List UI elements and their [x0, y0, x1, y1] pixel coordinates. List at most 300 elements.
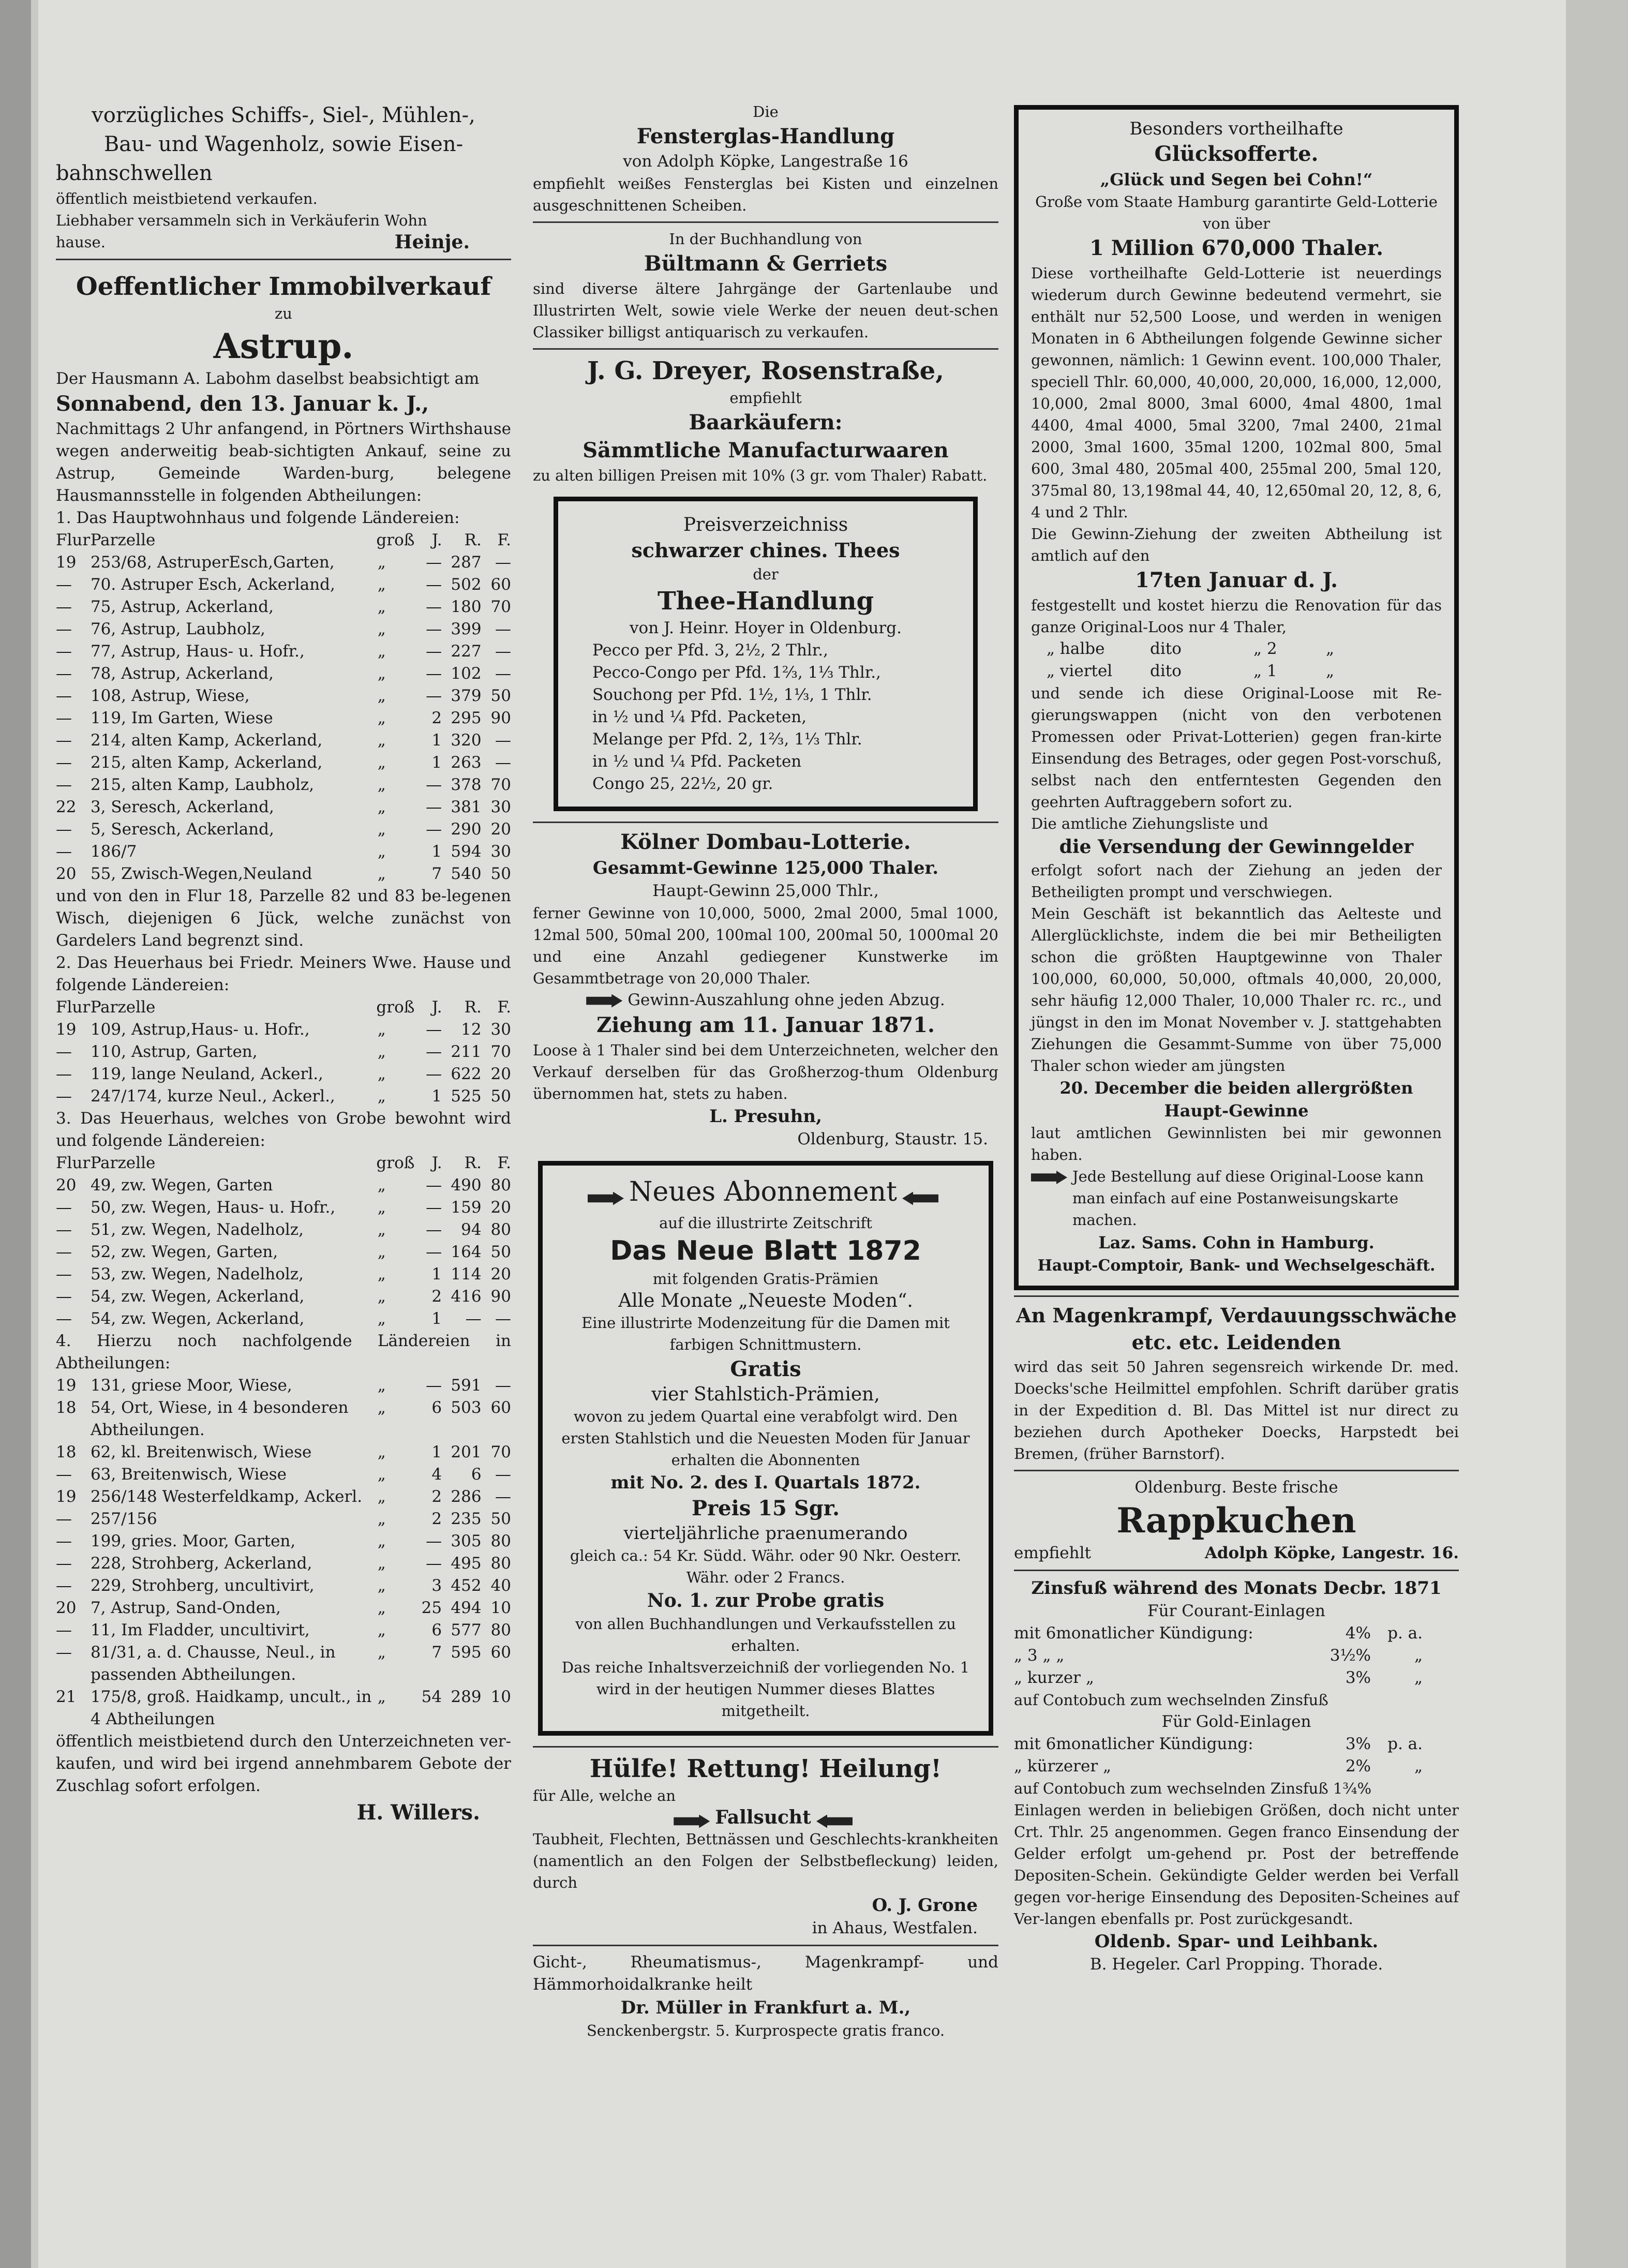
- table-cell: 3, Seresch, Ackerland,: [90, 798, 274, 816]
- table-cell: 81/31, a. d. Chausse, Neul., in passenden Abtheilungen.: [90, 1643, 336, 1684]
- table-cell: „: [377, 1309, 386, 1328]
- zf-body: Einlagen werden in beliebigen Größen, doch nicht unter Crt. Thlr. 25 angenommen. Gegen franco Einsendung der Gelder erfolgt um-gehend pr. Post der betreffende Depositen-Schein. Gekündigte Gelder werden bei Verfall gegen vor-herige Einsendung des Depositen-Scheines auf Ver-langen ebenfalls pr. Post zurückgesandt.: [1014, 1801, 1459, 1928]
- fg-die: Die: [753, 103, 779, 121]
- table-cell: —: [426, 598, 442, 616]
- table-row: [56, 1441, 511, 1464]
- table-row: [56, 1041, 511, 1063]
- section-1-label: 1. Das Hauptwohnhaus und folgende Ländereien:: [56, 509, 460, 527]
- hr-sign: O. J. Grone: [872, 1895, 978, 1916]
- table-cell: 378: [451, 775, 482, 794]
- ab-l8: wovon zu jedem Quartal eine verabfolgt wird. Den ersten Stahlstich und die Neuesten Moden für Januar erhalten die Abonnenten: [561, 1408, 970, 1469]
- table-cell: —: [56, 664, 72, 683]
- dr-emp: empfiehlt: [729, 389, 802, 407]
- table-cell: —: [56, 642, 72, 661]
- gi-doc: Dr. Müller in Frankfurt a. M.,: [620, 1997, 911, 2018]
- table-cell: 525: [451, 1087, 482, 1106]
- tea-price-line: Pecco-Congo per Pfd. 1⅔, 1⅓ Thlr.,: [592, 663, 881, 682]
- table-cell: „: [377, 1176, 386, 1195]
- cohn-body11: laut amtlichen Gewinnlisten bei mir gewonnen haben.: [1031, 1124, 1442, 1163]
- table-row: [56, 1597, 511, 1619]
- table-cell: 289: [451, 1688, 482, 1706]
- table-cell: 77, Astrup, Haus- u. Hofr.,: [90, 642, 305, 661]
- pointing-hand-icon: [1031, 1171, 1067, 1184]
- table-cell: 494: [451, 1599, 482, 1617]
- timber-line-1: vorzügliches Schiffs-, Siel-, Mühlen-,: [92, 103, 475, 127]
- table-cell: 214, alten Kamp, Ackerland,: [90, 731, 323, 750]
- table-cell: 50: [490, 1087, 511, 1106]
- table-cell: 50: [490, 1243, 511, 1261]
- ab-l13: No. 1. zur Probe gratis: [647, 1590, 885, 1612]
- table-cell: 253/68, AstruperEsch,Garten,: [90, 553, 335, 572]
- ab-l4: Alle Monate „Neueste Moden“.: [618, 1290, 913, 1311]
- table-cell: 114: [451, 1265, 482, 1284]
- table-row: [56, 707, 511, 729]
- table-row: [56, 841, 511, 863]
- rate-cell: mit 6monatlicher Kündigung:: [1014, 1735, 1253, 1753]
- binding-edge: [0, 0, 31, 2268]
- table-row: [56, 1619, 511, 1642]
- table-cell: „: [377, 1621, 386, 1639]
- table-cell: 286: [451, 1487, 482, 1506]
- table-cell: „: [377, 731, 386, 750]
- ab-l11: vierteljährliche praenumerando: [623, 1523, 908, 1544]
- table-section-4: [56, 1375, 511, 1730]
- rate-cell: p. a.: [1387, 1735, 1423, 1753]
- price-cell: „: [1326, 639, 1335, 658]
- pointing-hand-icon: [816, 1815, 853, 1828]
- table-cell: 591: [451, 1376, 482, 1395]
- table-cell: 399: [451, 620, 482, 638]
- ab-l2: Das Neue Blatt 1872: [610, 1235, 921, 1266]
- lot-sign: L. Presuhn,: [709, 1106, 822, 1127]
- table-cell: 50: [490, 687, 511, 705]
- table-cell: 2: [431, 1510, 442, 1528]
- table-row: [56, 863, 511, 885]
- lot-draw: Ziehung am 11. Januar 1871.: [596, 1013, 935, 1037]
- table-cell: 503: [451, 1398, 482, 1417]
- fg-from: von Adolph Köpke, Langestraße 16: [623, 152, 908, 171]
- tea-l3: der: [753, 565, 779, 583]
- table-row: [56, 596, 511, 618]
- table-cell: 22: [56, 798, 77, 816]
- table-cell: 70: [490, 598, 511, 616]
- price-cell: dito: [1150, 639, 1182, 658]
- table-cell: 50: [490, 1510, 511, 1528]
- abonnement-box: [538, 1161, 993, 1736]
- table-cell: —: [56, 1309, 72, 1328]
- heilung-ad: [533, 1753, 998, 1939]
- table-cell: —: [56, 1465, 72, 1484]
- table-cell: —: [495, 753, 511, 772]
- zf-courant-rows: [1014, 1622, 1459, 1689]
- tea-l5: von J. Heinr. Hoyer in Oldenburg.: [630, 619, 902, 637]
- timber-small-2: Liebhaber versammeln sich in Verkäuferin Wohn: [56, 212, 427, 229]
- table-cell: 211: [451, 1042, 482, 1061]
- table-cell: 287: [451, 553, 482, 572]
- table-cell: —: [426, 1243, 442, 1261]
- rate-cell: mit 6monatlicher Kündigung:: [1014, 1624, 1253, 1643]
- section-4-label: 4. Hierzu noch nachfolgende Ländereien in Abtheilungen:: [56, 1332, 511, 1372]
- immobil-intro: Der Hausmann A. Labohm daselbst beabsichtigt am: [56, 369, 480, 388]
- table-cell: —: [56, 687, 72, 705]
- zf-courant-2: auf Contobuch zum wechselnden Zinsfuß: [1014, 1691, 1328, 1709]
- table-cell: —: [56, 709, 72, 727]
- hr-for: für Alle, welche an: [533, 1787, 676, 1804]
- cohn-body1: Diese vortheilhafte Geld-Lotterie ist neuerdings wiederum durch Gewinne bedeutend vermehrt, sie enthält nur 52,500 Loose, und werden in wenigen Monaten in 6 Abtheilungen folgende Gewinne sicher gewonnen, nämlich: 1 Gewinn event. 100,000 Thaler, speciell Thlr. 60,000, 40,000, 20,000, 16,000, 12,000, 10,000, 2mal 8000, 3mal 6000, 4mal 4800, 1mal 4400, 4mal 4000, 5mal 3200, 7mal 2400, 21mal 2000, 3mal 1600, 35mal 1200, 102mal 800, 5mal 600, 3mal 480, 205mal 400, 255mal 200, 5mal 120, 375mal 80, 13,198mal 44, 40, 12,650mal 20, 12, 8, 6, 4 und 2 Thlr.: [1031, 264, 1442, 521]
- table-cell: 80: [490, 1554, 511, 1573]
- table-cell: 94: [461, 1220, 482, 1239]
- rate-cell: 3%: [1345, 1735, 1371, 1753]
- gicht-ad: [533, 1951, 998, 2041]
- table-cell: 6: [471, 1465, 482, 1484]
- cohn-body12: Jede Bestellung auf diese Original-Loose kann man einfach auf eine Postanweisungskarte machen.: [1072, 1168, 1424, 1229]
- table-cell: —: [56, 575, 72, 594]
- table-cell: „: [377, 1599, 386, 1617]
- table-cell: „: [377, 1087, 386, 1106]
- table-cell: 20: [490, 1265, 511, 1284]
- cohn-l2: Glücksofferte.: [1154, 142, 1319, 166]
- tea-l4: Thee-Handlung: [657, 587, 874, 616]
- table-cell: —: [56, 620, 72, 638]
- table-cell: —: [56, 1042, 72, 1061]
- table-cell: 90: [490, 1287, 511, 1306]
- table-cell: —: [426, 1220, 442, 1239]
- table-cell: —: [56, 1532, 72, 1550]
- ab-title: Neues Abonnement: [629, 1176, 898, 1207]
- table-row: [56, 1575, 511, 1597]
- table-cell: —: [56, 775, 72, 794]
- zf-sign: Oldenb. Spar- und Leihbank.: [1094, 1931, 1379, 1952]
- table-cell: 119, Im Garten, Wiese: [90, 709, 273, 727]
- table-cell: 54, zw. Wegen, Ackerland,: [90, 1309, 305, 1328]
- table-cell: —: [495, 553, 511, 572]
- table-cell: —: [56, 1243, 72, 1261]
- section-2-label: 2. Das Heuerhaus bei Friedr. Meiners Wwe. Hause und folgende Ländereien:: [56, 953, 511, 994]
- table-cell: —: [56, 1220, 72, 1239]
- table-cell: „: [377, 1688, 386, 1706]
- table-cell: 54: [421, 1688, 442, 1706]
- bm-intro: In der Buchhandlung von: [669, 230, 862, 248]
- bm-title: Bültmann & Gerriets: [644, 251, 888, 276]
- table-cell: —: [465, 1309, 482, 1328]
- rate-cell: 2%: [1345, 1757, 1371, 1775]
- table-cell: 110, Astrup, Garten,: [90, 1042, 258, 1061]
- table-cell: —: [56, 1554, 72, 1573]
- table-cell: 290: [451, 820, 482, 839]
- table-row: [56, 1219, 511, 1241]
- cohn-body3: festgestellt und kostet hierzu die Renovation für das ganze Original-Loos nur 4 Thaler,: [1031, 596, 1442, 636]
- gi-body: Gicht-, Rheumatismus-, Magenkrampf- und Hämmorhoidalkranke heilt: [533, 1953, 998, 1994]
- table-cell: 70. Astruper Esch, Ackerland,: [90, 575, 335, 594]
- table-cell: —: [495, 620, 511, 638]
- cohn-body4: und sende ich diese Original-Loose mit Re-gierungswappen (nicht von den verbotenen Promessen oder Privat-Lotterien) gegen fran-kirte Einsendung des Betrages, oder gegen Post-vorschuß, selbst nach den entferntesten Gegenden den geehrten Auftraggebern sofort zu.: [1031, 684, 1442, 811]
- immobilverkauf-ad: [56, 271, 511, 1828]
- table-cell: 30: [490, 798, 511, 816]
- cohn-body8: Mein Geschäft ist bekanntlich das Aelteste und Allerglücklichste, indem die bei mir Betheiligten schon die größten Hauptgewinne von Thaler 100,000, 60,000, 50,000, oftmals 40,000, 20,000, sehr häufig 12,000 Thaler, 10,000 Thaler rc. rc., und jüngst in den im Monat November v. J. stattgehabten Ziehungen die Gesammt-Summe von über 75,000 Thaler schon wieder am jüngsten: [1031, 905, 1442, 1075]
- table-cell: 54, zw. Wegen, Ackerland,: [90, 1287, 305, 1306]
- rate-row: [1014, 1645, 1459, 1667]
- column-middle: [533, 101, 998, 2041]
- table-cell: 199, gries. Moor, Garten,: [90, 1532, 296, 1550]
- table-cell: 3: [431, 1576, 442, 1595]
- cohn-l1: Besonders vortheilhafte: [1129, 118, 1343, 139]
- table-cell: 60: [490, 1398, 511, 1417]
- table-cell: —: [56, 1065, 72, 1083]
- table-cell: 30: [490, 1020, 511, 1039]
- table-row: [56, 1308, 511, 1330]
- table-cell: 305: [451, 1532, 482, 1550]
- table-cell: „: [377, 798, 386, 816]
- table-row: [56, 1263, 511, 1286]
- ab-l15: Das reiche Inhaltsverzeichniß der vorliegenden No. 1 wird in der heutigen Nummer dieses Blattes mitgetheilt.: [561, 1659, 970, 1720]
- rate-cell: „ kürzerer „: [1014, 1757, 1112, 1775]
- price-cell: „ 1: [1253, 662, 1277, 680]
- ab-l5: Eine illustrirte Modenzeitung für die Damen mit farbigen Schnittmustern.: [581, 1314, 950, 1353]
- table-row: [56, 774, 511, 796]
- table-cell: „: [377, 598, 386, 616]
- immobil-date: Sonnabend, den 13. Januar k. J.,: [56, 392, 429, 416]
- table-cell: „: [377, 1398, 386, 1417]
- table-cell: „: [377, 775, 386, 794]
- tea-price-line: in ½ und ¼ Pfd. Packeten: [592, 752, 802, 771]
- table-cell: „: [377, 553, 386, 572]
- table-cell: „: [377, 1554, 386, 1573]
- table-cell: „: [377, 1287, 386, 1306]
- table-section-1: [56, 551, 511, 885]
- cohn-body5: Die amtliche Ziehungsliste und: [1031, 815, 1268, 832]
- dr-goods: Sämmtliche Manufacturwaaren: [583, 438, 949, 462]
- rate-cell: 4%: [1345, 1624, 1371, 1643]
- table-row: [56, 729, 511, 752]
- rate-cell: „ 3 „ „: [1014, 1646, 1065, 1665]
- table-cell: 63, Breitenwisch, Wiese: [90, 1465, 287, 1484]
- cohn-sign1: Laz. Sams. Cohn in Hamburg.: [1098, 1233, 1375, 1252]
- table-row: [56, 1642, 511, 1686]
- table-cell: „: [377, 1042, 386, 1061]
- table-cell: —: [426, 1554, 442, 1573]
- table-cell: 540: [451, 864, 482, 883]
- rate-cell: „ kurzer „: [1014, 1668, 1094, 1687]
- table-cell: „: [377, 709, 386, 727]
- table-cell: 495: [451, 1554, 482, 1573]
- table-cell: 55, Zwisch-Wegen,Neuland: [90, 864, 312, 883]
- zf-title: Zinsfuß während des Monats Decbr. 1871: [1031, 1578, 1442, 1599]
- table-cell: —: [426, 1198, 442, 1217]
- buchhandlung-ad: [533, 228, 998, 343]
- table-cell: —: [495, 664, 511, 683]
- tea-price-line: Melange per Pfd. 2, 1⅔, 1⅓ Thlr.: [592, 730, 862, 749]
- tea-price-box: [554, 497, 978, 811]
- table-row: [56, 640, 511, 663]
- column-right: [1014, 101, 1459, 1976]
- price-row: [1031, 638, 1442, 660]
- table-cell: 19: [56, 1376, 77, 1395]
- lot-title: Kölner Dombau-Lotterie.: [620, 830, 911, 854]
- table-cell: —: [426, 687, 442, 705]
- table-cell: 235: [451, 1510, 482, 1528]
- table-section-2: [56, 1019, 511, 1108]
- rate-cell: 3½%: [1330, 1646, 1371, 1665]
- fensterglas-ad: [533, 101, 998, 216]
- rk-title: Rappkuchen: [1116, 1500, 1356, 1541]
- table-cell: 80: [490, 1532, 511, 1550]
- pointing-hand-icon: [902, 1192, 938, 1205]
- table-cell: 80: [490, 1220, 511, 1239]
- timber-ad: [56, 101, 511, 253]
- tea-price-line: Congo 25, 22½, 20 gr.: [592, 774, 773, 793]
- rate-cell: „: [1414, 1757, 1423, 1775]
- cohn-lottery-box: [1014, 105, 1459, 1290]
- cohn-body6: die Versendung der Gewinngelder: [1059, 836, 1414, 858]
- table-row: [56, 1197, 511, 1219]
- table-cell: „: [377, 1643, 386, 1662]
- immobil-closing: öffentlich meistbietend durch den Unterzeichneten ver-kaufen, und wird bei irgend annehmbarem Gebote der Zuschlag sofort erfolgen.: [56, 1732, 511, 1795]
- table-cell: 502: [451, 575, 482, 594]
- table-cell: 6: [431, 1621, 442, 1639]
- table-cell: „: [377, 864, 386, 883]
- cohn-l4: Große vom Staate Hamburg garantirte Geld-Lotterie von über: [1035, 193, 1438, 232]
- table-cell: —: [495, 1376, 511, 1395]
- table-cell: —: [426, 642, 442, 661]
- table-cell: 215, alten Kamp, Laubholz,: [90, 775, 315, 794]
- binding-shadow: [31, 0, 38, 2268]
- table-cell: 12: [461, 1020, 482, 1039]
- table-cell: —: [56, 820, 72, 839]
- table-cell: 6: [431, 1398, 442, 1417]
- tea-price-line: Souchong per Pfd. 1½, 1⅓, 1 Thlr.: [592, 685, 872, 704]
- table-cell: —: [56, 1198, 72, 1217]
- table-row: [56, 1375, 511, 1397]
- price-row: [1031, 660, 1442, 682]
- table-cell: —: [56, 842, 72, 861]
- mk-body: wird das seit 50 Jahren segensreich wirkende Dr. med. Doecks'sche Heilmittel empfohlen. Schrift darüber gratis in der Expedition d. Bl. Das Mittel ist nur direct zu beziehen durch Apotheker Doecks, Harpstedt bei Bremen, (früher Barnstorf).: [1014, 1358, 1459, 1463]
- hr-body: Taubheit, Flechten, Bettnässen und Geschlechts-krankheiten (namentlich an den Folgen der Selbstbefleckung) leiden, durch: [533, 1830, 998, 1891]
- table-cell: 20: [490, 1065, 511, 1083]
- table-cell: 490: [451, 1176, 482, 1195]
- table-cell: „: [377, 687, 386, 705]
- table-row: [56, 1508, 511, 1530]
- price-cell: „ viertel: [1047, 662, 1113, 680]
- table-cell: —: [56, 598, 72, 616]
- table-cell: „: [377, 1443, 386, 1461]
- table-cell: —: [56, 1576, 72, 1595]
- ab-l9: mit No. 2. des I. Quartals 1872.: [610, 1472, 921, 1493]
- table-section-3: [56, 1174, 511, 1330]
- table-cell: 108, Astrup, Wiese,: [90, 687, 250, 705]
- table-cell: 2: [431, 1287, 442, 1306]
- table-cell: —: [56, 1643, 72, 1662]
- tea-price-line: Pecco per Pfd. 3, 2½, 2 Thlr.,: [592, 641, 828, 660]
- table-cell: 416: [451, 1287, 482, 1306]
- table-cell: 295: [451, 709, 482, 727]
- table-cell: „: [377, 1532, 386, 1550]
- table-cell: —: [426, 1065, 442, 1083]
- mk-title: An Magenkrampf, Verdauungsschwäche etc. etc. Leidenden: [1016, 1304, 1457, 1354]
- table-cell: 1: [431, 1443, 442, 1461]
- lotterie-ad: [533, 828, 998, 1151]
- immobil-sign: H. Willers.: [356, 1800, 480, 1825]
- table-cell: —: [426, 1020, 442, 1039]
- table-row: [56, 1486, 511, 1508]
- table-cell: 1: [431, 1309, 442, 1328]
- table-cell: 257/156: [90, 1510, 157, 1528]
- rk-top: Oldenburg. Beste frische: [1134, 1478, 1338, 1497]
- rate-row: [1014, 1755, 1459, 1778]
- table-cell: 60: [490, 1643, 511, 1662]
- table-cell: 18: [56, 1443, 77, 1461]
- immobil-title: Oeffentlicher Immobilverkauf: [76, 272, 491, 301]
- rate-cell: p. a.: [1387, 1624, 1423, 1643]
- table-cell: „: [377, 753, 386, 772]
- table-row: [56, 1241, 511, 1263]
- table-cell: —: [495, 1487, 511, 1506]
- rate-row: [1014, 1733, 1459, 1755]
- ab-l7: vier Stahlstich-Prämien,: [651, 1384, 880, 1405]
- cohn-sign2: Haupt-Comptoir, Bank- und Wechselgeschäft.: [1037, 1257, 1436, 1275]
- table-cell: —: [56, 731, 72, 750]
- table-cell: —: [495, 1309, 511, 1328]
- section-1-note: und von den in Flur 18, Parzelle 82 und 83 be-legenen Wisch, diejenigen 6 Jück, welche zunächst von Gardelers Land begrenzt sind.: [56, 887, 511, 950]
- timber-sign: Heinje.: [394, 231, 470, 253]
- table-cell: —: [426, 553, 442, 572]
- table-cell: 80: [490, 1176, 511, 1195]
- table-cell: „: [377, 842, 386, 861]
- table-cell: 62, kl. Breitenwisch, Wiese: [90, 1443, 312, 1461]
- table-cell: 20: [56, 1599, 77, 1617]
- table-cell: 119, lange Neuland, Ackerl.,: [90, 1065, 323, 1083]
- pointing-hand-icon: [586, 994, 622, 1008]
- table-cell: 180: [451, 598, 482, 616]
- table-row: [56, 796, 511, 818]
- table-row: [56, 752, 511, 774]
- tea-lines: [572, 639, 960, 795]
- table-cell: 1: [431, 1087, 442, 1106]
- table-cell: —: [56, 1265, 72, 1284]
- table-row: [56, 1063, 511, 1085]
- table-cell: 227: [451, 642, 482, 661]
- table-cell: —: [495, 642, 511, 661]
- tea-price-line: in ½ und ¼ Pfd. Packeten,: [592, 708, 807, 726]
- table-cell: 52, zw. Wegen, Garten,: [90, 1243, 278, 1261]
- table-cell: 50: [490, 864, 511, 883]
- pointing-hand-icon: [674, 1815, 710, 1828]
- ab-l10: Preis 15 Sgr.: [691, 1496, 840, 1520]
- table-cell: „: [377, 1198, 386, 1217]
- table-cell: „: [377, 620, 386, 638]
- bm-body: sind diverse ältere Jahrgänge der Gartenlaube und Illustrirten Welt, sowie viele Werke der neuen deut-schen Classiker billigst antiquarisch zu verkaufen.: [533, 280, 998, 341]
- table-cell: 594: [451, 842, 482, 861]
- table-cell: —: [56, 1087, 72, 1106]
- table-cell: —: [495, 1465, 511, 1484]
- lot-pay: Gewinn-Auszahlung ohne jeden Abzug.: [628, 991, 945, 1009]
- cohn-l3: „Glück und Segen bei Cohn!“: [1100, 170, 1373, 189]
- table-cell: 10: [490, 1688, 511, 1706]
- table-row: [56, 685, 511, 707]
- table-row: [56, 663, 511, 685]
- table-cell: —: [495, 731, 511, 750]
- cohn-body10: Haupt-Gewinne: [1164, 1101, 1309, 1121]
- table-cell: 11, Im Fladder, uncultivirt,: [90, 1621, 310, 1639]
- table-cell: 159: [451, 1198, 482, 1217]
- table-cell: 256/148 Westerfeldkamp, Ackerl.: [90, 1487, 363, 1506]
- rate-cell: 3%: [1345, 1668, 1371, 1687]
- cohn-date: 17ten Januar d. J.: [1134, 568, 1338, 592]
- timber-line-3: bahnschwellen: [56, 161, 213, 185]
- table-cell: 70: [490, 1443, 511, 1461]
- table-cell: —: [426, 1042, 442, 1061]
- column-left: [56, 101, 511, 1828]
- table-cell: 20: [490, 1198, 511, 1217]
